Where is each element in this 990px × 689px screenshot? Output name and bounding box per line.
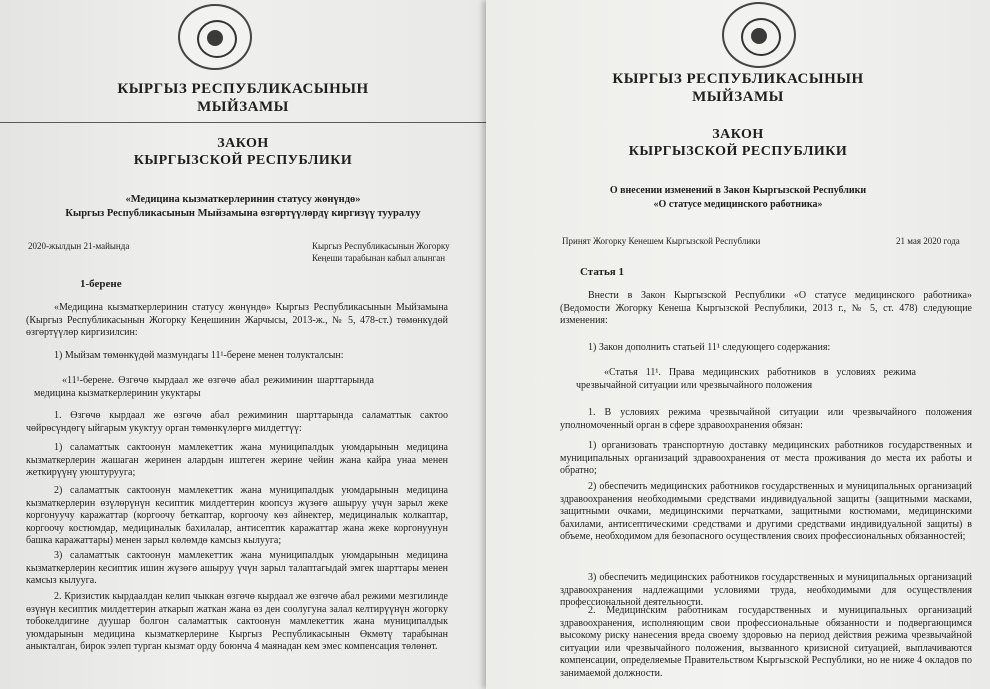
left-paragraph: «11¹-берене. Өзгөчө кырдаал же өзгөчө абал режиминин шарттарында медицина кызматкерлеринин укуктары [34, 375, 374, 399]
left-header: КЫРГЫЗ РЕСПУБЛИКАСЫНЫН [117, 81, 369, 97]
right-paragraph: Внести в Закон Кыргызской Республики «О статусе медицинского работника» (Ведомости Жогорку Кенеша Кыргызской Республики, 2013 г., № 5, ст. 478) следующие изменения: [560, 290, 972, 326]
left-article-heading: 1-берене [80, 278, 122, 290]
left-adopted-2: Кеңеши тарабынан кабыл алынган [312, 253, 446, 263]
right-doc-title-1: О внесении изменений в Закон Кыргызской Республики [609, 185, 867, 196]
left-date: 2020-жылдын 21-майында [28, 241, 130, 251]
right-subheader: МЫЙЗАМЫ [692, 89, 784, 105]
right-paragraph: 1) организовать транспортную доставку медицинских работников государственных и муниципальных организаций здравоохранения от места проживания до места их работы и обратно; [560, 440, 972, 476]
right-doc-title-2: «О статусе медицинского работника» [653, 199, 823, 210]
right-paragraph: 2) обеспечить медицинских работников государственных и муниципальных организаций здравоохранения необходимыми средствами индивидуальной защиты (защитными масками, защитными очками, медицинскими перчатками, защитными костюмами, медицинскими бахилами, антисептическими средствами и другими средствами индивидуальной защиты) в объеме, необходимом для безопасного осуществления своих профессиональных обязанностей; [560, 481, 972, 542]
left-paragraph: 1. Өзгөчө кырдаал же өзгөчө абал режиминин шарттарында саламаттык сактоо чөйрөсүндөгү ыйгарым укуктуу орган төмөнкүлөргө милдеттүү: [26, 410, 448, 434]
left-paragraph: 1) Мыйзам төмөнкүдөй мазмундагы 11¹-берене менен толукталсын: [54, 350, 344, 361]
left-law-title-2: КЫРГЫЗСКОЙ РЕСПУБЛИКИ [133, 153, 353, 168]
left-law-title-1: ЗАКОН [217, 136, 269, 151]
left-subheader: МЫЙЗАМЫ [197, 99, 289, 115]
left-doc-title-1: «Медицина кызматкерлеринин статусу жөнүндө» [125, 194, 361, 205]
right-paragraph: 1. В условиях режима чрезвычайной ситуации или чрезвычайного положения уполномоченный орган в сфере здравоохранения обязан: [560, 407, 972, 431]
left-paragraph: 1) саламаттык сактоонун мамлекеттик жана муниципалдык уюмдарынын медицина кызматкерлерин жашаган жеринен алардын иштеген жерине чейин жана кайра унаа менен жеткирүүнү уюштурууга; [26, 442, 448, 478]
right-paragraph: «Статья 11¹. Права медицинских работников в условиях режима чрезвычайной ситуации или чрезвычайного положения [576, 367, 916, 391]
left-paragraph: 3) саламаттык сактоонун мамлекеттик жана муниципалдык уюмдарынын медицина кызматкерлерин кесиптик ишин жүзөгө ашыруу үчүн зарыл талаптагыдай эмгек шарттары менен камсыз кылууга. [26, 550, 448, 586]
left-adopted-1: Кыргыз Республикасынын Жогорку [312, 241, 450, 251]
left-doc-title-2: Кыргыз Республикасынын Мыйзамына өзгөртүүлөрдү киргизүү тууралуу [65, 208, 421, 219]
right-document-page [486, 0, 990, 689]
right-paragraph: 1) Закон дополнить статьей 11¹ следующего содержания: [588, 342, 831, 353]
right-paragraph: 3) обеспечить медицинских работников государственных и муниципальных организаций здравоохранения надлежащими условиями труда, необходимыми для осуществления профессиональной деятельности. [560, 572, 972, 608]
state-emblem-icon [178, 4, 252, 70]
state-emblem-icon [722, 2, 796, 68]
left-paragraph: 2) саламаттык сактоонун мамлекеттик жана муниципалдык уюмдарынын медицина кызматкерлерин өзүлөрүнүн кесиптик милдеттерин коопсуз жүзөгө ашыруу үчүн зарыл жеке коргонуучу каражаттар (коргоочу беткаптар, коргоочу көз айнектер, медициналык колкаптар, коргоочу костюмдар, медициналык бахилалар, антисептик каражаттар жана жеке коргонуунун башка каражаттары) менен зарыл көлөмдө камсыз кылууга; [26, 485, 448, 546]
left-document-page [0, 0, 486, 689]
left-paragraph: «Медицина кызматкерлеринин статусу жөнүндө» Кыргыз Республикасынын Мыйзамына (Кыргыз Республикасынын Жогорку Кеңешинин Жарчысы, 2013-ж., № 5, 478-ст.) төмөнкүдөй өзгөртүүлөр киргизилсин: [26, 302, 448, 338]
left-divider [0, 122, 486, 123]
left-paragraph: 2. Кризистик кырдаалдан келип чыккан өзгөчө кырдаал же өзгөчө абал режими мезгилинде өзүнүн кесиптик милдеттерин аткарып жаткан жана өз ден соолугуна залал келтирүүнүн жогорку тобокелдигине дуушар болгон саламаттык сактоонун мамлекеттик жана муниципалдык уюмдарынын медицина кызматкерлерине Кыргыз Республикасынын Өкмөтү тарабынан аныкталган, бирок ээлеп турган кызмат орду боюнча 4 маянадан кем эмес компенсация төлөнөт. [26, 591, 448, 652]
right-adopted: Принят Жогорку Кенешем Кыргызской Республики [562, 236, 761, 246]
right-header: КЫРГЫЗ РЕСПУБЛИКАСЫНЫН [612, 71, 864, 87]
right-date: 21 мая 2020 года [896, 236, 960, 246]
right-article-heading: Статья 1 [580, 266, 624, 278]
right-paragraph: 2. Медицинским работникам государственных и муниципальных организаций здравоохранения, исполняющим свои профессиональные обязанности и подвергающимся высокому риску нанесения вреда своему здоровью на период действия режима чрезвычайной ситуации или чрезвычайного положения, вызванного кризисной ситуацией, выплачиваются компенсации, определяемые Правительством Кыргызской Республики, но не ниже 4 окладов по занимаемой должности. [560, 605, 972, 679]
right-law-title-1: ЗАКОН [712, 127, 764, 142]
right-law-title-2: КЫРГЫЗСКОЙ РЕСПУБЛИКИ [628, 144, 848, 159]
